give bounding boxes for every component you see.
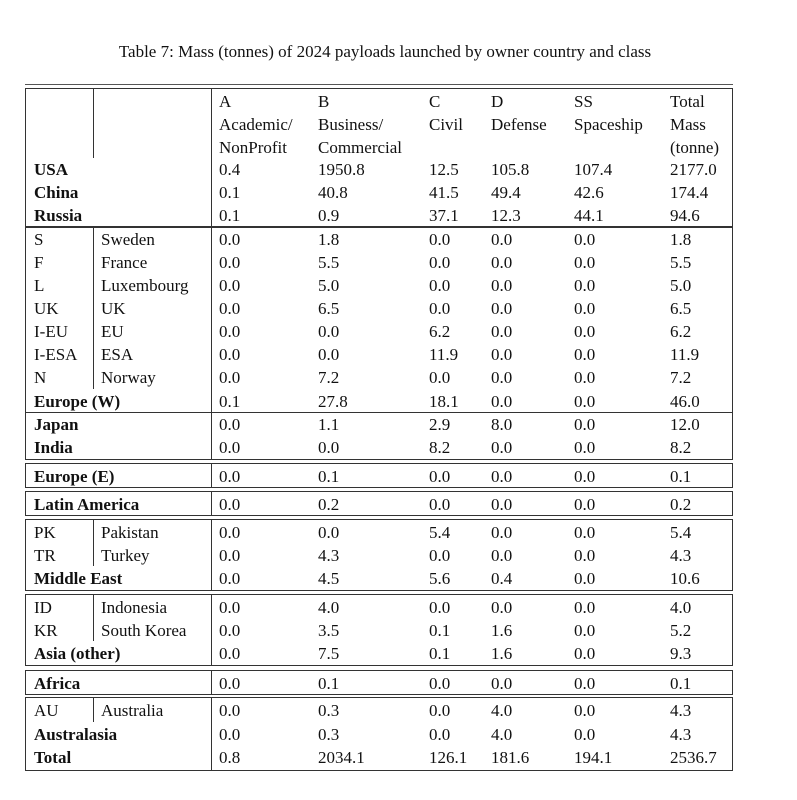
cell-c: 0.0 xyxy=(429,495,451,514)
cell-a: 0.0 xyxy=(219,230,241,249)
cell-t: 5.0 xyxy=(670,276,692,295)
country-code: UK xyxy=(34,299,59,318)
top-rule xyxy=(25,84,733,85)
cell-b: 0.1 xyxy=(318,467,340,486)
cell-c: 0.0 xyxy=(429,276,451,295)
cell-a: 0.0 xyxy=(219,415,241,434)
cell-b: 1950.8 xyxy=(318,160,365,179)
country-code: S xyxy=(34,230,44,249)
cell-t: 2177.0 xyxy=(670,160,717,179)
cell-s: 0.0 xyxy=(574,674,596,693)
cell-t: 10.6 xyxy=(670,569,700,588)
cell-c: 0.0 xyxy=(429,253,451,272)
cell-c: 0.0 xyxy=(429,598,451,617)
cell-a: 0.8 xyxy=(219,748,241,767)
cell-b: 0.0 xyxy=(318,438,340,457)
cell-a: 0.0 xyxy=(219,322,241,341)
header-spaceship: SS Spaceship xyxy=(574,92,643,134)
cell-t: 46.0 xyxy=(670,392,700,411)
country-code: KR xyxy=(34,621,58,640)
cell-c: 0.1 xyxy=(429,644,451,663)
cell-c: 41.5 xyxy=(429,183,459,202)
cell-b: 0.3 xyxy=(318,725,340,744)
cell-c: 2.9 xyxy=(429,415,451,434)
cell-d: 0.0 xyxy=(491,598,513,617)
table-row xyxy=(25,746,733,769)
region-label: Total xyxy=(34,748,72,767)
country-name: ESA xyxy=(101,345,134,364)
cell-c: 12.5 xyxy=(429,160,459,179)
cell-c: 11.9 xyxy=(429,345,459,364)
country-code: I-EU xyxy=(34,322,68,341)
cell-c: 0.0 xyxy=(429,368,451,387)
region-label: India xyxy=(34,438,73,457)
cell-t: 9.3 xyxy=(670,644,692,663)
cell-s: 42.6 xyxy=(574,183,604,202)
cell-s: 0.0 xyxy=(574,523,596,542)
cell-t: 6.2 xyxy=(670,322,692,341)
cell-d: 0.0 xyxy=(491,276,513,295)
country-name: France xyxy=(101,253,148,272)
cell-a: 0.0 xyxy=(219,299,241,318)
table-row xyxy=(25,297,733,320)
cell-d: 0.0 xyxy=(491,230,513,249)
cell-c: 18.1 xyxy=(429,392,459,411)
country-code: AU xyxy=(34,701,59,720)
cell-t: 5.2 xyxy=(670,621,692,640)
table-row xyxy=(25,390,733,413)
cell-a: 0.0 xyxy=(219,621,241,640)
cell-b: 5.0 xyxy=(318,276,340,295)
cell-a: 0.0 xyxy=(219,345,241,364)
cell-t: 11.9 xyxy=(670,345,700,364)
cell-b: 7.5 xyxy=(318,644,340,663)
cell-c: 5.4 xyxy=(429,523,451,542)
table-row xyxy=(25,465,733,488)
cell-d: 0.0 xyxy=(491,322,513,341)
cell-b: 4.3 xyxy=(318,546,340,565)
table-row xyxy=(25,436,733,459)
cell-b: 7.2 xyxy=(318,368,340,387)
country-code: L xyxy=(34,276,45,295)
cell-s: 0.0 xyxy=(574,569,596,588)
header-civil: C Civil xyxy=(429,92,464,134)
cell-d: 0.0 xyxy=(491,392,513,411)
cell-b: 0.1 xyxy=(318,674,340,693)
cell-b: 0.9 xyxy=(318,206,340,225)
cell-d: 12.3 xyxy=(491,206,521,225)
cell-c: 0.0 xyxy=(429,701,451,720)
cell-c: 0.0 xyxy=(429,546,451,565)
country-name: Sweden xyxy=(101,230,155,249)
table-row xyxy=(25,672,733,695)
country-code: I-ESA xyxy=(34,345,78,364)
table-row xyxy=(25,204,733,227)
cell-d: 4.0 xyxy=(491,725,513,744)
cell-b: 5.5 xyxy=(318,253,340,272)
table-row xyxy=(25,366,733,389)
cell-b: 0.0 xyxy=(318,322,340,341)
cell-s: 0.0 xyxy=(574,299,596,318)
cell-a: 0.0 xyxy=(219,467,241,486)
country-name: Norway xyxy=(101,368,156,387)
country-code: PK xyxy=(34,523,56,542)
cell-a: 0.0 xyxy=(219,674,241,693)
cell-d: 0.0 xyxy=(491,368,513,387)
country-name: EU xyxy=(101,322,124,341)
cell-d: 0.0 xyxy=(491,523,513,542)
cell-s: 0.0 xyxy=(574,598,596,617)
cell-b: 0.0 xyxy=(318,523,340,542)
table-row xyxy=(25,699,733,722)
cell-d: 0.4 xyxy=(491,569,513,588)
country-name: Luxembourg xyxy=(101,276,189,295)
code-name-rule xyxy=(93,88,94,158)
region-label: Australasia xyxy=(34,725,118,744)
cell-d: 1.6 xyxy=(491,644,513,663)
cell-d: 0.0 xyxy=(491,253,513,272)
cell-a: 0.0 xyxy=(219,495,241,514)
region-label: Europe (E) xyxy=(34,467,115,486)
cell-c: 126.1 xyxy=(429,748,468,767)
cell-b: 1.1 xyxy=(318,415,340,434)
region-label: USA xyxy=(34,160,69,179)
cell-a: 0.1 xyxy=(219,183,241,202)
cell-t: 5.5 xyxy=(670,253,692,272)
cell-s: 0.0 xyxy=(574,546,596,565)
cell-s: 107.4 xyxy=(574,160,613,179)
cell-b: 40.8 xyxy=(318,183,348,202)
table-row xyxy=(25,642,733,665)
region-label: Middle East xyxy=(34,569,123,588)
country-code: TR xyxy=(34,546,56,565)
cell-s: 0.0 xyxy=(574,392,596,411)
cell-a: 0.4 xyxy=(219,160,241,179)
cell-b: 0.0 xyxy=(318,345,340,364)
cell-b: 6.5 xyxy=(318,299,340,318)
header-business: B Business/ Commercial xyxy=(318,92,403,157)
header-academic: A Academic/ NonProfit xyxy=(219,92,293,157)
table-row xyxy=(25,251,733,274)
cell-a: 0.1 xyxy=(219,392,241,411)
cell-t: 4.3 xyxy=(670,725,692,744)
cell-a: 0.0 xyxy=(219,598,241,617)
cell-a: 0.0 xyxy=(219,725,241,744)
cell-b: 4.5 xyxy=(318,569,340,588)
cell-s: 44.1 xyxy=(574,206,604,225)
cell-b: 27.8 xyxy=(318,392,348,411)
cell-b: 4.0 xyxy=(318,598,340,617)
cell-s: 0.0 xyxy=(574,230,596,249)
cell-s: 0.0 xyxy=(574,701,596,720)
cell-c: 8.2 xyxy=(429,438,451,457)
region-label: Europe (W) xyxy=(34,392,121,411)
table-caption: Table 7: Mass (tonnes) of 2024 payloads launched by owner country and class xyxy=(118,42,652,61)
cell-s: 0.0 xyxy=(574,276,596,295)
cell-c: 0.0 xyxy=(429,230,451,249)
cell-t: 2536.7 xyxy=(670,748,717,767)
cell-b: 2034.1 xyxy=(318,748,365,767)
cell-t: 0.1 xyxy=(670,467,692,486)
cell-c: 0.0 xyxy=(429,299,451,318)
table-row xyxy=(25,228,733,251)
country-code: N xyxy=(34,368,47,387)
cell-t: 174.4 xyxy=(670,183,709,202)
cell-d: 0.0 xyxy=(491,438,513,457)
table-row xyxy=(25,413,733,436)
cell-s: 0.0 xyxy=(574,345,596,364)
cell-c: 37.1 xyxy=(429,206,459,225)
table-row xyxy=(25,493,733,516)
cell-c: 0.0 xyxy=(429,674,451,693)
cell-t: 12.0 xyxy=(670,415,700,434)
cell-c: 0.0 xyxy=(429,467,451,486)
country-name: Indonesia xyxy=(101,598,168,617)
cell-t: 94.6 xyxy=(670,206,700,225)
table-row xyxy=(25,567,733,590)
cell-t: 8.2 xyxy=(670,438,692,457)
table-row xyxy=(25,619,733,642)
cell-s: 0.0 xyxy=(574,495,596,514)
cell-d: 105.8 xyxy=(491,160,530,179)
table-row xyxy=(25,343,733,366)
header-total-mass: Total Mass (tonne) xyxy=(670,92,720,157)
cell-t: 4.3 xyxy=(670,701,692,720)
cell-t: 5.4 xyxy=(670,523,692,542)
table-row xyxy=(25,723,733,746)
table-row xyxy=(25,181,733,204)
table-row xyxy=(25,320,733,343)
cell-b: 1.8 xyxy=(318,230,340,249)
cell-a: 0.0 xyxy=(219,701,241,720)
cell-d: 0.0 xyxy=(491,495,513,514)
cell-t: 0.2 xyxy=(670,495,692,514)
cell-t: 1.8 xyxy=(670,230,692,249)
cell-b: 3.5 xyxy=(318,621,340,640)
country-name: Pakistan xyxy=(101,523,159,542)
cell-t: 7.2 xyxy=(670,368,692,387)
cell-a: 0.0 xyxy=(219,644,241,663)
region-label: China xyxy=(34,183,79,202)
cell-c: 0.1 xyxy=(429,621,451,640)
country-name: Australia xyxy=(101,701,164,720)
table-row xyxy=(25,596,733,619)
cell-s: 0.0 xyxy=(574,253,596,272)
cell-b: 0.3 xyxy=(318,701,340,720)
cell-d: 0.0 xyxy=(491,299,513,318)
cell-a: 0.0 xyxy=(219,569,241,588)
cell-s: 194.1 xyxy=(574,748,613,767)
cell-d: 4.0 xyxy=(491,701,513,720)
cell-c: 5.6 xyxy=(429,569,451,588)
cell-t: 4.3 xyxy=(670,546,692,565)
cell-s: 0.0 xyxy=(574,415,596,434)
cell-a: 0.0 xyxy=(219,276,241,295)
cell-a: 0.0 xyxy=(219,546,241,565)
cell-s: 0.0 xyxy=(574,322,596,341)
table-row xyxy=(25,544,733,567)
cell-t: 6.5 xyxy=(670,299,692,318)
cell-a: 0.0 xyxy=(219,438,241,457)
cell-d: 1.6 xyxy=(491,621,513,640)
cell-c: 0.0 xyxy=(429,725,451,744)
cell-s: 0.0 xyxy=(574,368,596,387)
cell-a: 0.1 xyxy=(219,206,241,225)
region-label: Asia (other) xyxy=(34,644,121,663)
cell-a: 0.0 xyxy=(219,253,241,272)
cell-s: 0.0 xyxy=(574,725,596,744)
cell-d: 0.0 xyxy=(491,546,513,565)
cell-d: 0.0 xyxy=(491,674,513,693)
region-label: Latin America xyxy=(34,495,140,514)
cell-s: 0.0 xyxy=(574,644,596,663)
table-row xyxy=(25,274,733,297)
cell-d: 49.4 xyxy=(491,183,521,202)
table-row xyxy=(25,158,733,181)
cell-d: 0.0 xyxy=(491,345,513,364)
cell-t: 4.0 xyxy=(670,598,692,617)
cell-d: 8.0 xyxy=(491,415,513,434)
cell-a: 0.0 xyxy=(219,368,241,387)
cell-s: 0.0 xyxy=(574,438,596,457)
header-defense: D Defense xyxy=(491,92,547,134)
cell-s: 0.0 xyxy=(574,621,596,640)
country-name: UK xyxy=(101,299,126,318)
table-row xyxy=(25,521,733,544)
country-code: ID xyxy=(34,598,52,617)
cell-b: 0.2 xyxy=(318,495,340,514)
cell-t: 0.1 xyxy=(670,674,692,693)
country-name: Turkey xyxy=(101,546,150,565)
cell-s: 0.0 xyxy=(574,467,596,486)
cell-a: 0.0 xyxy=(219,523,241,542)
country-code: F xyxy=(34,253,44,272)
cell-d: 181.6 xyxy=(491,748,530,767)
cell-d: 0.0 xyxy=(491,467,513,486)
cell-c: 6.2 xyxy=(429,322,451,341)
region-label: Russia xyxy=(34,206,83,225)
region-label: Japan xyxy=(34,415,79,434)
country-name: South Korea xyxy=(101,621,187,640)
region-label: Africa xyxy=(34,674,81,693)
